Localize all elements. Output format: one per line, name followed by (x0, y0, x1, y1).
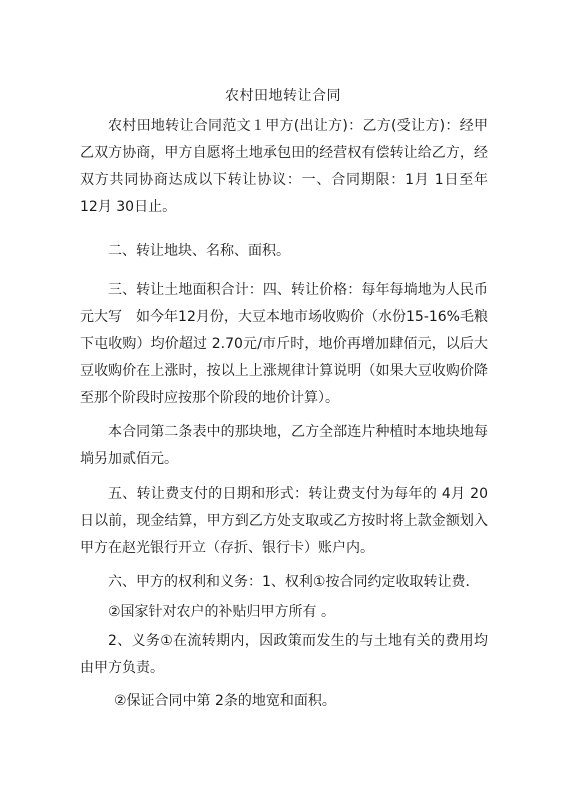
paragraph-subsidy: ②国家针对农户的补贴归甲方所有 。 (108, 604, 336, 620)
paragraph-obligations: 2、义务①在流转期内，因政策而发生的与土地有关的费用均由甲方负责。 (80, 633, 488, 676)
paragraph-extra-fee: 本合同第二条表中的那块地，乙方全部连片种植时本地块地每埫另加贰佰元。 (80, 424, 488, 467)
paragraph-intro: 农村田地转让合同范文１甲方(出让方)：乙方(受让方)：经甲乙双方协商，甲方自愿将土地承包田的经营权有偿转让给乙方，经双方共同协商达成以下转让协议：一、合同期限：1月 1日至年 12月 30日止。 (80, 118, 488, 215)
paragraph-section-5: 五、转让费支付的日期和形式：转让费支付为每年的 4月 20日以前，现金结算，甲方到乙方处支取或乙方按时将上款金额划入甲方在赵光银行开立（存折、银行卡）账户内。 (80, 486, 488, 556)
paragraph-section-2: 二、转让地块、名称、面积。 (108, 243, 290, 259)
paragraph-guarantee: ②保证合同中第 2条的地宽和面积。 (114, 693, 336, 709)
document-title: 农村田地转让合同 (225, 88, 341, 104)
paragraph-section-6: 六、甲方的权利和义务：1、权利①按合同约定收取转让费． (108, 574, 480, 590)
paragraph-section-3-4: 三、转让土地面积合计：四、转让价格：每年每埫地为人民币 元大写 如今年12月份，大豆本地市场收购价（水份15-16%毛粮下屯收购）均价超过 2.70元/市斤时，地价再增加肆佰元，以后大豆收购价在上涨时，按以上上涨规律计算说明（如果大豆收购价降至那个阶段时应按那个阶段的地价计算）。 (80, 282, 502, 406)
